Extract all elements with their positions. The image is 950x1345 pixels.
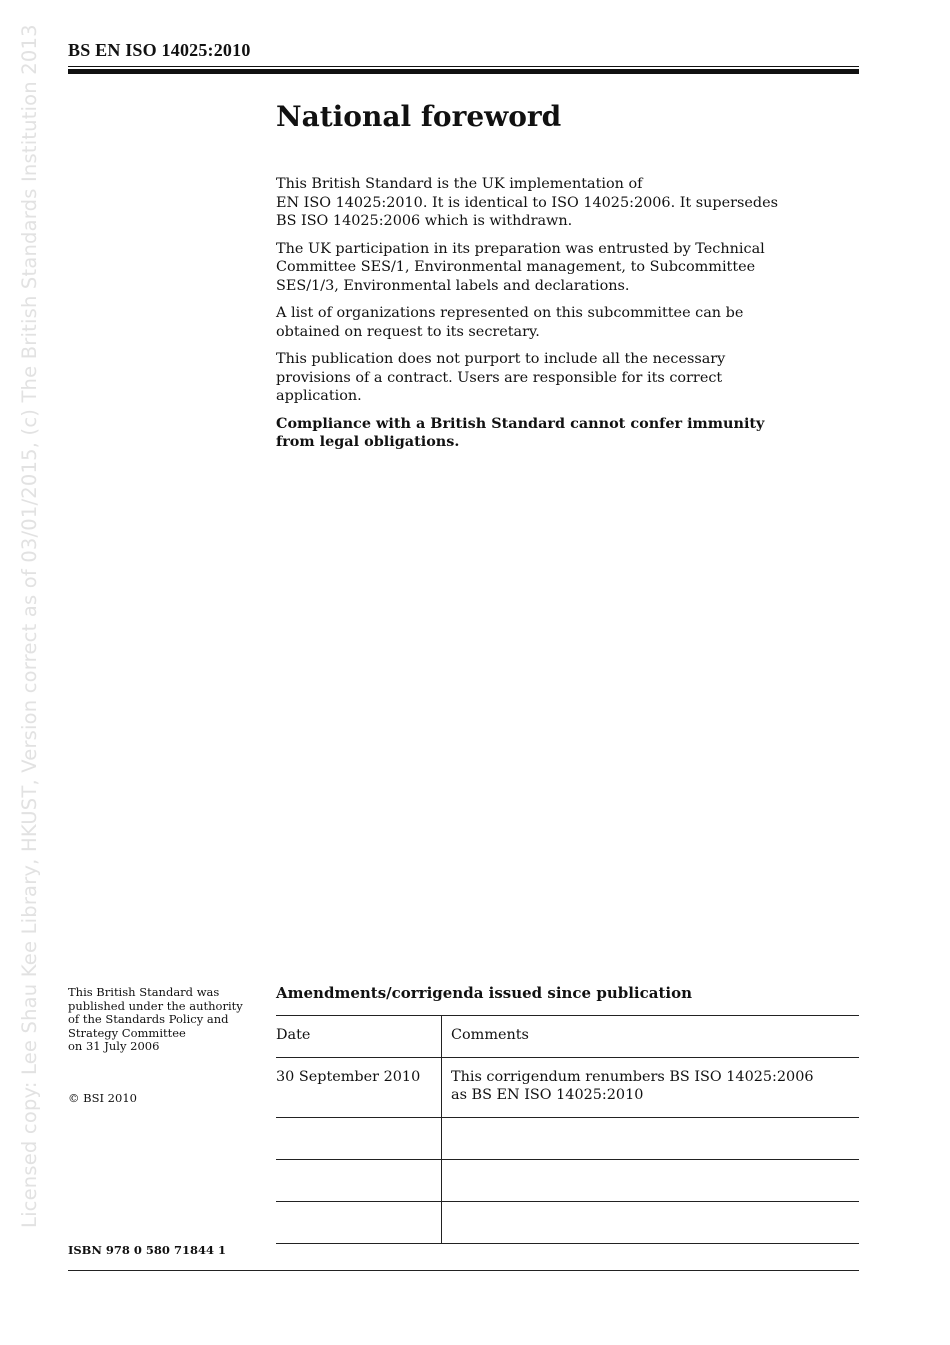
table-row — [276, 1057, 859, 1117]
table-row-empty — [276, 1159, 859, 1201]
paragraph-organizations: A list of organizations represented on this subcommittee can be obtained on request to its secretary. — [276, 305, 744, 340]
table-header-row — [276, 1016, 859, 1058]
paragraph-compliance: Compliance with a British Standard cannot confer immunity from legal obligations. — [276, 414, 765, 450]
document-id: BS EN ISO 14025:2010 — [68, 40, 251, 60]
table-row-empty — [276, 1201, 859, 1243]
header-rule-thick — [68, 69, 859, 74]
paragraph-contract: This publication does not purport to include all the necessary provisions of a contract. Users are responsible for its correct application. — [276, 351, 726, 404]
amendment-date: 30 September 2010 — [276, 1057, 442, 1117]
paragraph-participation: The UK participation in its preparation was entrusted by Technical Committee SES/1, Environmental management, to Subcommittee SES/1/3, Environmental labels and declarations. — [276, 240, 765, 294]
column-header-date: Date — [276, 1016, 442, 1058]
column-header-comments: Comments — [442, 1016, 860, 1058]
page-title: National foreword — [276, 100, 562, 133]
copyright-notice: © BSI 2010 — [68, 1091, 137, 1105]
publication-note: This British Standard was published under the authority of the Standards Policy and Strategy Committee on 31 July 2006 — [68, 985, 243, 1053]
footer-rule — [68, 1270, 859, 1271]
paragraph-implementation: This British Standard is the UK implementation of EN ISO 14025:2010. It is identical to ISO 14025:2006. It supersedes BS ISO 14025:2006 which is withdrawn. — [276, 176, 779, 229]
amendments-table — [276, 1015, 859, 1244]
license-watermark: Licensed copy: Lee Shau Kee Library, HKUST, Version correct as of 03/01/2015, (c) The British Standards Institution 2013 — [18, 24, 41, 1228]
table-row-empty — [276, 1117, 859, 1159]
amendment-comment: This corrigendum renumbers BS ISO 14025:2006 as BS EN ISO 14025:2010 — [442, 1057, 860, 1117]
foreword-body — [276, 175, 806, 461]
isbn: ISBN 978 0 580 71844 1 — [68, 1243, 226, 1257]
header-rule-thin — [68, 66, 859, 67]
amendments-heading: Amendments/corrigenda issued since publication — [276, 984, 692, 1002]
